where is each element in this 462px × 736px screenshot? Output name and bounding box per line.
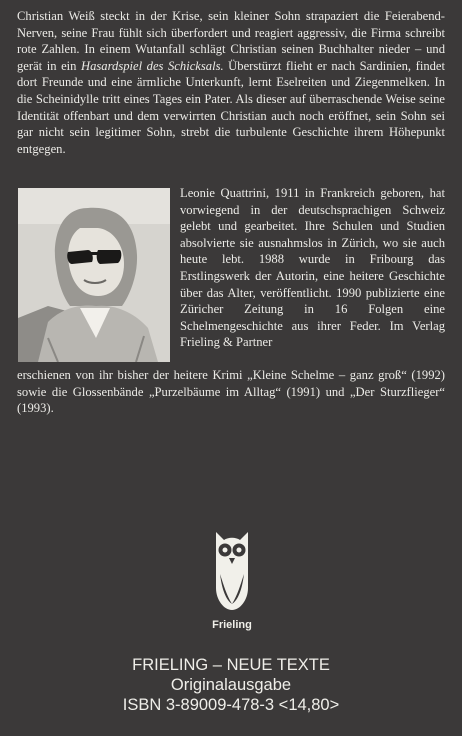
synopsis-italic-title: Hasardspiel des Schicksals. (81, 58, 224, 73)
series-title: FRIELING – NEUE TEXTE (132, 656, 330, 674)
publisher-logo (212, 528, 252, 632)
synopsis-text (17, 8, 445, 157)
author-bio-beside-photo: Leonie Quattrini, 1911 in Frankreich geboren, hat vorwiegend in der deutschsprachigen Schweiz gelebt und gearbeitet. Ihre Schulen und Studien absolvierte sie ausnahmslos in Zürich, wo sie auch heute lebt. 1988 wurde in Fribourg das Erstlingswerk der Autorin, eine heitere Geschichte über das Alter, veröffentlicht. 1990 publizierte eine Züricher Zeitung in 16 Folgen eine Schelmengeschichte aus ihrer Feder. Im Verlag Frieling & Partner (180, 186, 445, 350)
synopsis-part-1: Christian Weiß steckt in der Krise, sein kleiner Sohn strapaziert die Feierabend-Nerven, seine Frau fühlt sich überfordert und reagiert aggressiv, die Firma schreibt rote Zahlen. In einem Wutanfall schlägt Christian seinen Buchhalter nieder – und gerät in ein (17, 9, 445, 73)
author-photo (18, 188, 170, 362)
synopsis-part-2: Überstürzt flieht er nach Sardinien, findet dort Freunde und eine ärmliche Unterkunft, lernt Eselreiten und Ziegenmelken. In die Scheinidylle tritt eines Tages ein Pater. Als dieser auf überraschende Weise seine Identität offenbart und dem verwirrten Christian auch noch eröffnet, sein Sohn sei gar nicht sein legitimer Sohn, strebt die turbulente Geschichte ihrem Höhepunkt entgegen. (17, 58, 446, 156)
isbn-price: ISBN 3-89009-478-3 <14,80> (122, 696, 340, 714)
imprint-footer (0, 655, 462, 715)
publisher-logo-text: Frieling (212, 619, 252, 631)
edition-label: Originalausgabe (170, 676, 292, 694)
owl-logo-icon (212, 528, 252, 612)
author-bio-below-photo: erschienen von ihr bisher der heitere Krimi „Kleine Schelme – ganz groß“ (1992) sowie die Glossenbände „Purzelbäume im Alltag“ (1991) und „Der Sturzflieger“ (1993). (17, 368, 445, 416)
